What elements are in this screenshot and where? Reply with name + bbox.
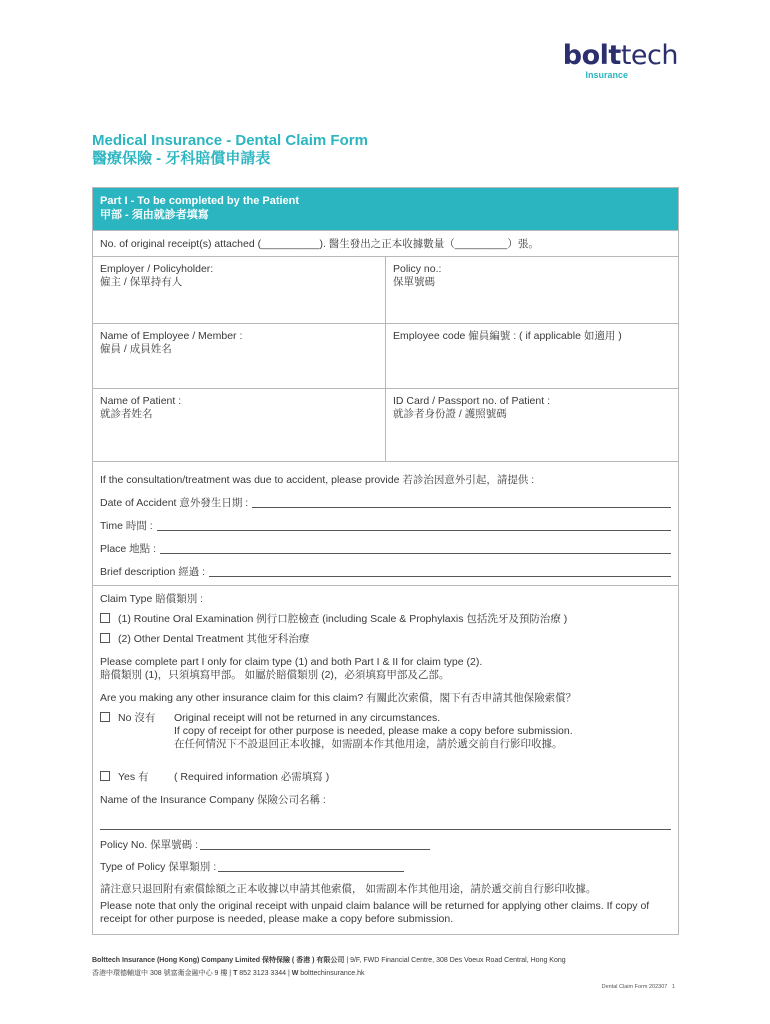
employer-row <box>93 256 678 323</box>
insurer-name-field[interactable] <box>100 819 671 830</box>
brand-wordmark: bolttech <box>562 40 678 71</box>
page-number: 1 <box>671 984 675 990</box>
policy-number-field[interactable]: Policy no.: 保單號碼 <box>393 263 442 288</box>
form-title-zh: 醫療保險 - 牙科賠償申請表 <box>92 150 271 167</box>
patient-row <box>93 388 678 461</box>
employee-code-field[interactable]: Employee code 僱員編號 : ( if applicable 如適用 ) <box>393 330 622 342</box>
no-option-note: Original receipt will not be returned in any circumstances. If copy of receipt for other purpose is needed, please make a copy before submission. 在任何情況下不設退回正本收據，如需副本作其他用途，請於遞交前自行影印收據。 <box>174 712 573 750</box>
insurer-name-line <box>100 819 671 830</box>
return-note-en: Please note that only the original receipt with unpaid claim balance will be returned for applying other claims. If copy of receipt for other purpose is needed, please make a copy before submission. <box>100 900 650 925</box>
accident-place-field[interactable]: Place 地點 : <box>100 543 671 556</box>
policy-type-line <box>218 861 404 872</box>
checkbox-icon[interactable] <box>100 712 110 722</box>
accident-date-line <box>252 497 671 508</box>
accident-section <box>93 461 678 585</box>
footer-company-line: Bolttech Insurance (Hong Kong) Company Limited 保特保險 ( 香港 ) 有限公司 | 9/F, FWD Financial Centre, 308 Des Voeux Road Central, Hong Kong <box>92 957 566 964</box>
accident-description-line <box>209 566 671 577</box>
employee-row <box>93 323 678 388</box>
other-policy-number-field[interactable]: Policy No. 保單號碼 : <box>100 839 671 852</box>
complete-instructions-en: Please complete part I only for claim type (1) and both Part I & II for claim type (2). <box>100 656 483 668</box>
part1-header: Part I - To be completed by the Patient 甲部 - 須由就診者填寫 <box>93 188 678 230</box>
accident-date-field[interactable]: Date of Accident 意外發生日期 : <box>100 497 671 510</box>
patient-id-field[interactable]: ID Card / Passport no. of Patient : 就診者身份證 / 護照號碼 <box>393 395 550 420</box>
no-option[interactable]: No 沒有 Original receipt will not be returned in any circumstances. If copy of receipt for other purpose is needed, please make a copy before submission. 在任何情況下不設退回正本收據，如需副本作其他用途，請於遞交前自行影印收據。 <box>100 712 671 751</box>
accident-intro: If the consultation/treatment was due to accident, please provide 若診治因意外引起，請提供 : <box>100 474 535 486</box>
patient-name-field[interactable]: Name of Patient : 就診者姓名 <box>93 389 386 461</box>
receipts-field[interactable]: No. of original receipt(s) attached (__________). 醫生發出之正本收據數量（_________）張。 <box>93 230 678 256</box>
claim-type-2-option[interactable]: (2) Other Dental Treatment 其他牙科治療 <box>100 633 671 646</box>
complete-instructions-zh: 賠償類別 (1)，只須填寫甲部。 如屬於賠償類別 (2)，必須填寫甲部及乙部。 <box>100 669 450 681</box>
accident-time-field[interactable]: Time 時間 : <box>100 520 671 533</box>
checkbox-icon[interactable] <box>100 633 110 643</box>
insurer-label: Name of the Insurance Company 保險公司名稱 : <box>100 794 326 806</box>
policy-type-field[interactable]: Type of Policy 保單類別 : <box>100 861 671 874</box>
checkbox-icon[interactable] <box>100 613 110 623</box>
claim-form <box>92 187 679 935</box>
form-title-en: Medical Insurance - Dental Claim Form <box>92 132 368 149</box>
other-policy-number-line <box>200 839 430 850</box>
employee-name-field[interactable]: Name of Employee / Member : 僱員 / 成員姓名 <box>93 324 386 388</box>
footer-form-code: Dental Claim Form 202307 1 <box>601 984 675 990</box>
brand-subtitle: Insurance <box>585 70 628 80</box>
accident-description-field[interactable]: Brief description 經過 : <box>100 566 671 579</box>
employer-field[interactable]: Employer / Policyholder: 僱主 / 保單持有人 <box>93 257 386 323</box>
checkbox-icon[interactable] <box>100 771 110 781</box>
claim-type-1-option[interactable]: (1) Routine Oral Examination 例行口腔檢查 (including Scale & Prophylaxis 包括洗牙及預防治療 ) <box>100 613 671 626</box>
return-note-zh: 請注意只退回附有索償餘額之正本收據以申請其他索償， 如需副本作其他用途，請於遞交前自行影印收據。 <box>100 883 597 895</box>
brand-logo <box>563 42 678 80</box>
claim-section <box>93 585 678 934</box>
footer-contact-line: 香港中環德輔道中 308 號富衛金融中心 9 樓 | T 852 3123 3344 | W bolttechinsurance.hk <box>92 970 365 977</box>
yes-option[interactable]: Yes 有 ( Required information 必需填寫 ) <box>100 771 671 784</box>
accident-time-line <box>157 520 671 531</box>
form-title <box>92 132 368 168</box>
accident-place-line <box>160 543 671 554</box>
other-claim-question: Are you making any other insurance claim for this claim? 有關此次索償，閣下有否申請其他保險索償？ <box>100 692 577 704</box>
claim-type-label: Claim Type 賠償類別 : <box>100 593 204 605</box>
footer <box>92 954 566 980</box>
